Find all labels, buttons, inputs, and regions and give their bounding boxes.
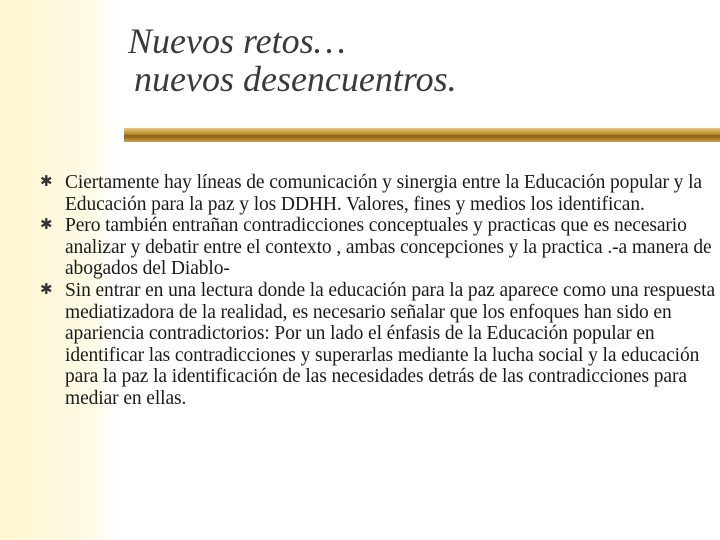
bullet-item — [40, 215, 716, 280]
slide-title — [128, 22, 457, 98]
bullet-text: Ciertamente hay líneas de comunicación y sinergia entre la Educación popular y la Educación para la paz y los DDHH. Valores, fines y medios los identifican. — [65, 172, 702, 215]
asterisk-icon: ✱ — [40, 174, 53, 190]
bullet-item — [40, 172, 716, 215]
bullet-list — [40, 172, 716, 410]
title-divider-bar — [124, 128, 720, 142]
asterisk-icon: ✱ — [40, 217, 53, 234]
title-line-2: nuevos desencuentros. — [134, 59, 457, 99]
title-line-1: Nuevos retos… — [128, 21, 346, 61]
bullet-text: Pero también entrañan contradicciones conceptuales y practicas que es necesario analizar y debatir entre el contexto , ambas concepciones y la practica .-a manera de abogados del Diablo- — [65, 215, 712, 280]
bullet-item — [40, 280, 716, 410]
bullet-text: Sin entrar en una lectura donde la educación para la paz aparece como una respuesta mediatizadora de la realidad, es necesario señalar que los enfoques han sido en apariencia contradictorios: Por un lado el énfasis de la Educación popular en identificar las contradicciones y superarlas mediante la lucha social y la educación para la paz la identificación de las necesidades detrás de las contradicciones para mediar en ellas. — [65, 279, 716, 409]
asterisk-icon: ✱ — [40, 281, 53, 298]
